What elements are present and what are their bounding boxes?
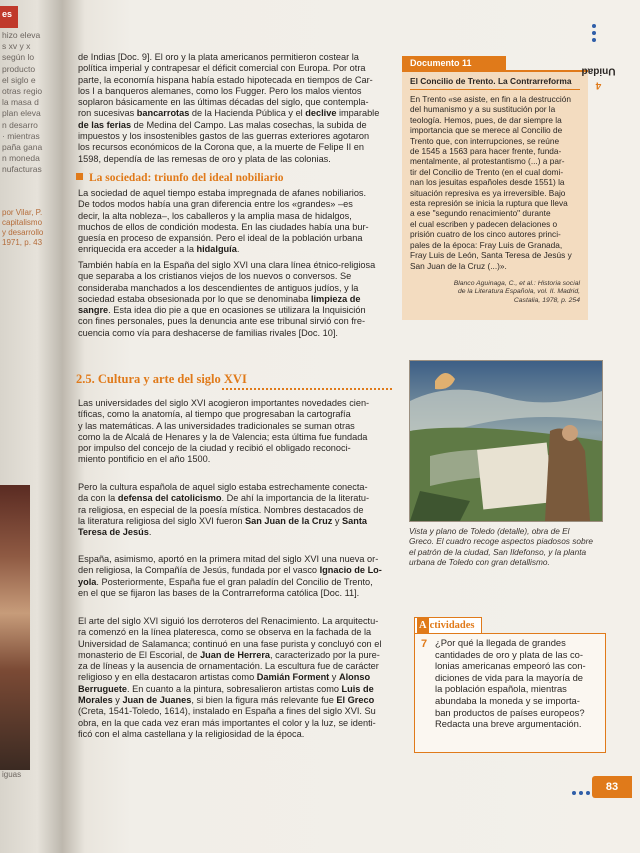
unit-label: Unidad 4 — [581, 65, 616, 91]
sociedad-paragraph-1: La sociedad de aquel tiempo estaba impregnada de afanes nobiliarios. De todos modos había una gran diferencia entre los «grandes» –es decir, la alta nobleza–, los caballeros y la amplia masa de hidalgos, muchos de ellos de condición modesta. En las ciudades había una bur- guesía en proceso de expansión. Pero el ideal de la población urbana enriquecida era acceder a la hidalguía. — [78, 188, 369, 255]
sociedad-paragraph-2: También había en la España del siglo XVI una clara línea étnico-religiosa que separaba a los cristianos viejos de los nuevos o conversos. Se consideraba manchados a los descendientes de antiguos judíos, y la sociedad estaba obsesionada por lo que se denominaba limpieza de sangre. Esta idea dio pie a que en ocasiones se utilizara la Inquisición con fines personales, pues la denuncia ante ese tribunal sirvió con fre- cuencia como vía para deshacerse de familias rivales [Doc. 10]. — [78, 260, 376, 338]
document-source: Blanco Aguinaga, C., et al.: Historia social de la Literatura Española, vol. II. Madrid, Castalia, 1978, p. 254 — [453, 280, 580, 304]
document-body: En Trento «se asiste, en fin a la destrucción del humanismo y a su sustitución por la teología. Hemos, pues, de dar siempre la importancia que se merece al Concilio de Trento que, con interrupciones, se reúne de 1545 a 1563 para hacer frente, funda- mentalmente, al protestantismo (...) a par- tir del Concilio de Trento (en el cual domi- nan los jesuitas españoles desde 1551) la situación represiva es ya irreversible. Bajo esta represión se inicia la ruptura que lleva a ese "segundo renacimiento" durante el cual escriben y padecen delaciones o prisión cuatro de los cinco autores princi- pales de la época: Fray Luis de Granada, Fray Luis de León, Santa Teresa de Jesús y San Juan de la Cruz (...)». — [410, 94, 572, 271]
cultura-paragraph-3: España, asimismo, aportó en la primera mitad del siglo XVI una nueva or- den religiosa, la Compañía de Jesús, fundada por el vasco Ignacio de Lo- yola. Posteriormente, España fue el gran paladín del Concilio de Trento, en el que se fijaron las bases de la Contrarreforma católica [Doc. 11]. — [78, 554, 382, 598]
activities-initial: A — [419, 620, 427, 631]
painting-image — [410, 361, 602, 521]
cultura-paragraph-1: Las universidades del siglo XVI acogieron importantes novedades cien- tíficas, como la anatomía, al tiempo que progresaban la cartografía y las matemáticas. A las universidades tradicionales se suman otras como la de Alcalá de Henares y la de Valencia; esta última fue fundada por impulso del concejo de la ciudad y recibió el obligado reconoci- miento pontificio en el año 1500. — [78, 398, 370, 465]
left-page-bottom-text: iguas — [2, 770, 22, 779]
cultura-paragraph-2: Pero la cultura española de aquel siglo estaba estrechamente conecta- da con la defensa del catolicismo. De ahí la importancia de la literatu- ra religiosa, en especial de la poesía mística. Nombres destacados de la literatura religiosa del siglo XVI fueron San Juan de la Cruz y Santa Teresa de Jesús. — [78, 482, 370, 538]
painting-caption: Vista y plano de Toledo (detalle), obra de El Greco. El cuadro recoge aspectos piadosos sobre el patrón de la ciudad, San Ildefonso, y la planta urbana de Toledo con gran detallismo. — [409, 526, 594, 567]
left-page-photo — [0, 485, 30, 770]
textbook-page — [62, 0, 640, 853]
section-heading-cultura: 2.5. Cultura y arte del siglo XVI — [76, 372, 247, 386]
left-page-text: hizo eleva s xv y x según lo producto el siglo e otras regio la masa d plan eleva n desarro · mientras paña gana n moneda nufacturas — [2, 30, 43, 175]
activities-heading: A ctividades — [414, 617, 482, 633]
intro-paragraph — [78, 52, 388, 165]
intro-text: de Indias [Doc. 9]. El oro y la plata americanos permitieron costear la política imperial y contrapesar el déficit comercial con Europa. Por otra parte, la economía hispana había estado hipotecada en tiempos de Car- los I a banqueros alemanes, como los Fugger. Pero los malos vientos soplaron básicamente en las últimas décadas del siglo, que contempla- ron sucesivas bancarrotas de la Hacienda Pública y el declive imparable de las ferias de Medina del Campo. Las malas cosechas, la subida de impuestos y los insostenibles gastos de las guerras exteriores agotaron los recursos económicos de la Corona que, a la muerte de Felipe II en 1598, dependía de las remesas de oro y plata de las colonias. — [78, 52, 380, 164]
activity-question: ¿Por qué la llegada de grandes cantidades de oro y plata de las co- lonias americanas empeoró las con- diciones de vida para la mayoría de la población española, mientras abundaba la moneda y se importa- ban productos de países europeos? Redacta una breve argumentación. — [435, 637, 586, 730]
document-title: El Concilio de Trento. La Contrarreforma — [410, 76, 572, 86]
activity-number: 7 — [421, 638, 428, 650]
page-number: 83 — [592, 776, 632, 798]
document-divider — [410, 89, 580, 90]
page-dots-icon — [572, 782, 593, 800]
left-page-source: por Vilar, P. capitalismo y desarrollo 1971, p. 43 — [2, 208, 44, 247]
el-greco-painting — [409, 360, 603, 522]
heading-dotted-rule — [222, 388, 392, 390]
activities-box — [414, 633, 606, 753]
document-tab: Documento 11 — [402, 56, 506, 70]
unit-dots-icon — [592, 24, 598, 45]
document-box — [402, 70, 588, 320]
section-heading-sociedad: La sociedad: triunfo del ideal nobiliario — [76, 172, 284, 184]
left-page-edge — [0, 0, 62, 853]
left-page-label: es — [0, 6, 18, 28]
cultura-paragraph-4: El arte del siglo XVI siguió los derroteros del Renacimiento. La arquitectu- ra comenzó en la línea plateresca, como se observa en la fachada de la Universidad de Salamanca; continuó en una fase purista y concluyó con el monasterio de El Escorial, de Juan de Herrera, caracterizado por la pure- za de líneas y la ausencia de ornamentación. La escultura fue de carácter religioso y en ella destacaron artistas como Damián Forment y Alonso Berruguete. En cuanto a la pintura, sobresalieron artistas como Luis de Morales y Juan de Juanes, si bien la figura más relevante fue El Greco (Creta, 1541-Toledo, 1614), instalado en España a fines del siglo XVI. Su obra, en la que cada vez eran más importantes el color y la luz, se identi- ficó con el alma castellana y la religiosidad de la época. — [78, 616, 382, 739]
section-bullet-icon — [76, 173, 83, 180]
